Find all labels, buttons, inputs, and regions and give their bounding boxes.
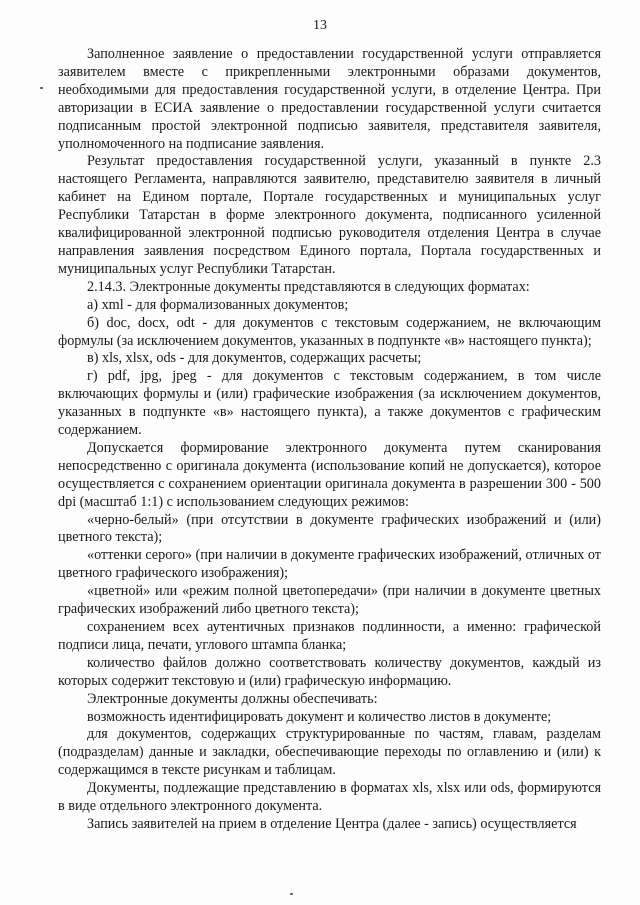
scan-speck [40,87,43,89]
paragraph-appointment: Запись заявителей на прием в отделение Центра (далее - запись) осуществляется [87,815,577,832]
page-number: 13 [313,18,327,33]
paragraph-spreadsheet-docs: Документы, подлежащие представлению в форматах xls, xlsx или ods, формируются в виде отдельного электронного документа. [58,780,601,815]
paragraph-application-submission: Заполненное заявление о предоставлении государственной услуги отправляется заявителем вместе с прикрепленными электронными образами документов, необходимыми для предоставления государственной услуги, в отделение Центра. При авторизации в ЕСИА заявление о предоставлении государственной услуги считается подписанным простой электронной подписью заявителя, представителя заявителя, уполномоченного на подписание заявления. [58,46,601,152]
paragraph-formats-intro: 2.14.3. Электронные документы представляются в следующих форматах: [87,278,530,295]
list-item-format-g: г) pdf, jpg, jpeg - для документов с текстовым содержанием, в том числе включающих формулы и (или) графические изображения (за исключением документов, указанных в подпункте «в» настоящего пункта), а также документов с графическим содержанием. [58,368,601,439]
list-item-format-b: б) doc, docx, odt - для документов с текстовым содержанием, не включающим формулы (за исключением документов, указанных в подпункте «в» настоящего пункта); [58,314,601,349]
list-item-structured-docs: для документов, содержащих структурированные по частям, главам, разделам (подразделам) данные и закладки, обеспечивающие переходы по оглавлению и (или) к содержащимся в тексте рисункам и таблицам. [58,726,601,779]
scan-speck [290,893,293,895]
list-item-identification: возможность идентифицировать документ и количество листов в документе; [87,708,552,725]
document-body [58,46,601,834]
list-item-mode-grayscale: «оттенки серого» (при наличии в документе графических изображений, отличных от цветного графического изображения); [58,547,601,582]
list-item-mode-bw: «черно-белый» (при отсутствии в документе графических изображений и (или) цветного текста); [58,511,601,546]
paragraph-requirements-intro: Электронные документы должны обеспечивать: [87,690,378,707]
paragraph-service-result: Результат предоставления государственной услуги, указанный в пункте 2.3 настоящего Регламента, направляются заявителю, представителю заявителя в личный кабинет на Едином портале, Портале государственных и муниципальных услуг Республики Татарстан в форме электронного документа, подписанного усиленной квалифицированной электронной подписью руководителя отделения Центра в случае направления заявления посредством Единого портала, Портала государственных и муниципальных услуг Республики Татарстан. [58,153,601,277]
paragraph-scanning-rules: Допускается формирование электронного документа путем сканирования непосредственно с оригинала документа (использование копий не допускается), которое осуществляется с сохранением ориентации оригинала документа в разрешении 300 - 500 dpi (масштаб 1:1) с использованием следующих режимов: [58,439,601,510]
list-item-file-count: количество файлов должно соответствовать количеству документов, каждый из которых содержит текстовую и (или) графическую информацию. [58,654,601,689]
list-item-format-v: в) xls, xlsx, ods - для документов, содержащих расчеты; [87,350,422,367]
list-item-format-a: а) xml - для формализованных документов; [87,296,349,313]
list-item-authenticity: сохранением всех аутентичных признаков подлинности, а именно: графической подписи лица, печати, углового штампа бланка; [58,619,601,653]
list-item-mode-color: «цветной» или «режим полной цветопередачи» (при наличии в документе цветных графических изображений либо цветного текста); [58,583,601,618]
